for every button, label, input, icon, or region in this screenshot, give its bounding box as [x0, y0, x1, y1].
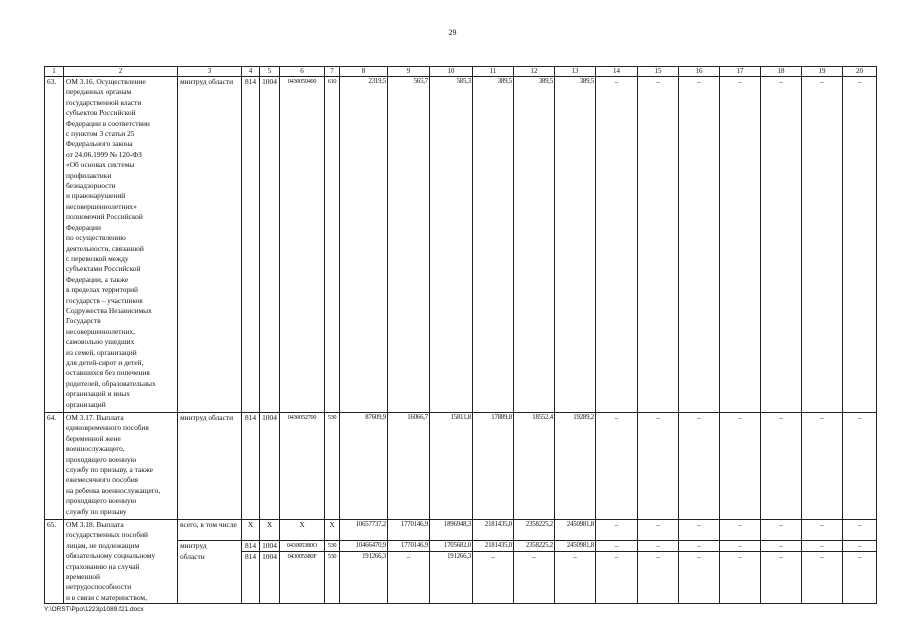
- dash-cell: –: [720, 552, 761, 604]
- title-line: нетрудоспособности: [66, 582, 132, 592]
- code-cell: 814: [242, 77, 260, 413]
- dash-cell: –: [843, 541, 877, 552]
- value-cell: 15811,8: [430, 413, 473, 520]
- code-cell: 530: [325, 552, 340, 604]
- dash-cell: –: [802, 552, 843, 604]
- header-cell: 13: [555, 67, 596, 77]
- title-line: от 24.06.1999 № 120-ФЗ: [66, 149, 142, 159]
- value-cell: 389,5: [473, 77, 514, 413]
- dash-cell: –: [679, 552, 720, 604]
- dash-cell: –: [843, 520, 877, 541]
- code-cell: 1004: [260, 413, 280, 520]
- value-cell: –: [555, 552, 596, 604]
- value-cell: 2450981,8: [555, 520, 596, 541]
- dash-cell: –: [679, 541, 720, 552]
- dash-cell: –: [596, 413, 638, 520]
- value-cell: 2181435,0: [473, 541, 514, 552]
- title-line: родителей, образовательных: [66, 378, 156, 388]
- code-cell: 530: [325, 541, 340, 552]
- executor-cell: минтруд области: [178, 413, 242, 520]
- header-cell: 19: [802, 67, 843, 77]
- code-cell: 814: [242, 413, 260, 520]
- title-line: Федерации: [66, 222, 101, 232]
- dash-cell: –: [720, 77, 761, 413]
- title-line: на ребенка военнослужащего,: [66, 485, 161, 495]
- title-line: Федерального закона: [66, 139, 133, 149]
- dash-cell: –: [802, 77, 843, 413]
- code-cell: 1004: [260, 541, 280, 552]
- header-row: [45, 67, 877, 77]
- dash-cell: –: [679, 520, 720, 541]
- header-cell: 14: [596, 67, 638, 77]
- title-line: организаций: [66, 399, 106, 409]
- dash-cell: –: [638, 541, 679, 552]
- executor-cell: области: [178, 552, 242, 604]
- title-line: лицам, не подлежащим: [66, 540, 140, 550]
- header-cell: 20: [843, 67, 877, 77]
- code-cell: 610: [325, 77, 340, 413]
- title-line: переданных органам: [66, 87, 132, 97]
- header-cell: 2: [64, 67, 178, 77]
- title-line: страхованию на случай: [66, 561, 140, 571]
- title-line: Федерации в соответствии: [66, 118, 150, 128]
- dash-cell: –: [638, 520, 679, 541]
- title-line: по осуществлению: [66, 233, 126, 243]
- title-line: и правонарушений: [66, 191, 126, 201]
- title-line: службу по призыву: [66, 506, 127, 516]
- dash-cell: –: [679, 413, 720, 520]
- row-title: [64, 77, 178, 413]
- dash-cell: –: [720, 520, 761, 541]
- title-line: безнадзорности: [66, 181, 116, 191]
- row-title: [64, 413, 178, 520]
- header-cell: 3: [178, 67, 242, 77]
- header-cell: 9: [388, 67, 430, 77]
- value-cell: 16066,7: [388, 413, 430, 520]
- budget-table: [44, 66, 877, 604]
- dash-cell: –: [761, 77, 802, 413]
- title-line: государственной власти: [66, 97, 142, 107]
- executor-cell: минтруд: [178, 541, 242, 552]
- title-line: для детей-сирот и детей,: [66, 357, 144, 367]
- dash-cell: –: [596, 552, 638, 604]
- code-cell: Х: [280, 520, 325, 541]
- dash-cell: –: [843, 552, 877, 604]
- header-cell: 8: [340, 67, 388, 77]
- value-cell: 2181435,0: [473, 520, 514, 541]
- value-cell: 389,5: [555, 77, 596, 413]
- title-line: и в связи с материнством,: [66, 592, 147, 602]
- dash-cell: –: [802, 413, 843, 520]
- value-cell: 191266,3: [340, 552, 388, 604]
- dash-cell: –: [761, 413, 802, 520]
- title-line: военнослужащего,: [66, 444, 125, 454]
- title-line: «Об основах системы: [66, 160, 135, 170]
- title-line: проходящего военную: [66, 496, 137, 506]
- dash-cell: –: [843, 413, 877, 520]
- value-cell: 10466470,9: [340, 541, 388, 552]
- code-cell: 043005380О: [280, 541, 325, 552]
- value-cell: 1770146,9: [388, 541, 430, 552]
- header-cell: 17: [720, 67, 761, 77]
- title-line: в пределах территорий: [66, 285, 139, 295]
- header-cell: 6: [280, 67, 325, 77]
- title-line: полномочий Российской: [66, 212, 143, 222]
- code-cell: 0430059400: [280, 77, 325, 413]
- header-cell: 5: [260, 67, 280, 77]
- dash-cell: –: [802, 520, 843, 541]
- dash-cell: –: [596, 77, 638, 413]
- title-line: временной: [66, 572, 100, 582]
- executor-cell: всего, в том числе: [178, 520, 242, 541]
- title-line: субъектов Российской: [66, 108, 136, 118]
- title-line: ОМ 3.16. Осуществление: [66, 77, 146, 86]
- dash-cell: –: [761, 520, 802, 541]
- title-line: Государств: [66, 316, 101, 326]
- title-line: ОМ 3.18. Выплата: [66, 520, 124, 529]
- value-cell: 87609,9: [340, 413, 388, 520]
- value-cell: 585,3: [430, 77, 473, 413]
- title-line: субъектами Российской: [66, 264, 141, 274]
- title-line: беременной жене: [66, 433, 121, 443]
- code-cell: Х: [325, 520, 340, 541]
- title-line: обязательному социальному: [66, 551, 156, 561]
- title-line: с пунктом 3 статьи 25: [66, 129, 135, 139]
- value-cell: –: [473, 552, 514, 604]
- row-number: 63.: [45, 77, 64, 413]
- title-line: государств – участников: [66, 295, 143, 305]
- code-cell: 043005380F: [280, 552, 325, 604]
- code-cell: Х: [242, 520, 260, 541]
- code-cell: Х: [260, 520, 280, 541]
- header-cell: 10: [430, 67, 473, 77]
- row-number: 64.: [45, 413, 64, 520]
- dash-cell: –: [596, 541, 638, 552]
- value-cell: 18552,4: [514, 413, 555, 520]
- title-line: ОМ 3.17. Выплата: [66, 413, 124, 422]
- row-title: [64, 520, 178, 604]
- dash-cell: –: [720, 541, 761, 552]
- dash-cell: –: [596, 520, 638, 541]
- value-cell: 1896948,3: [430, 520, 473, 541]
- code-cell: 814: [242, 552, 260, 604]
- dash-cell: –: [761, 552, 802, 604]
- header-cell: 18: [761, 67, 802, 77]
- value-cell: 19289,2: [555, 413, 596, 520]
- value-cell: 2358225,2: [514, 520, 555, 541]
- table-row: [45, 413, 877, 520]
- code-cell: 530: [325, 413, 340, 520]
- header-cell: 12: [514, 67, 555, 77]
- value-cell: 2358225,2: [514, 541, 555, 552]
- executor-cell: минтруд области: [178, 77, 242, 413]
- value-cell: –: [514, 552, 555, 604]
- value-cell: –: [388, 552, 430, 604]
- value-cell: 17889,8: [473, 413, 514, 520]
- title-line: организаций и иных: [66, 389, 130, 399]
- title-line: Федерации, а также: [66, 274, 129, 284]
- dash-cell: –: [638, 77, 679, 413]
- title-line: с перевозкой между: [66, 253, 129, 263]
- title-line: деятельности, связанной: [66, 243, 144, 253]
- dash-cell: –: [638, 413, 679, 520]
- title-line: несовершеннолетних»: [66, 201, 137, 211]
- dash-cell: –: [761, 541, 802, 552]
- title-line: из семей, организаций: [66, 347, 137, 357]
- header-cell: 7: [325, 67, 340, 77]
- dash-cell: –: [843, 77, 877, 413]
- value-cell: 389,5: [514, 77, 555, 413]
- dash-cell: –: [638, 552, 679, 604]
- title-line: несовершеннолетних,: [66, 326, 135, 336]
- value-cell: 2450981,8: [555, 541, 596, 552]
- table-row: [45, 520, 877, 541]
- title-line: государственных пособий: [66, 530, 149, 540]
- value-cell: 2319,5: [340, 77, 388, 413]
- code-cell: 1004: [260, 77, 280, 413]
- row-number: 65.: [45, 520, 64, 604]
- header-cell: 1: [45, 67, 64, 77]
- title-line: проходящего военную: [66, 454, 137, 464]
- value-cell: 1705682,0: [430, 541, 473, 552]
- code-cell: 0430052700: [280, 413, 325, 520]
- header-cell: 16: [679, 67, 720, 77]
- title-line: службу по призыву, а также: [66, 465, 154, 475]
- dash-cell: –: [679, 77, 720, 413]
- value-cell: 565,7: [388, 77, 430, 413]
- title-line: ежемесячного пособия: [66, 475, 139, 485]
- title-line: профилактики: [66, 170, 112, 180]
- value-cell: 191266,3: [430, 552, 473, 604]
- table-row: [45, 77, 877, 413]
- page-number: 29: [448, 28, 457, 37]
- title-line: оставшихся без попечения: [66, 368, 150, 378]
- header-cell: 4: [242, 67, 260, 77]
- title-line: Содружества Независимых: [66, 305, 152, 315]
- dash-cell: –: [720, 413, 761, 520]
- code-cell: 1004: [260, 552, 280, 604]
- title-line: самовольно ушедших: [66, 337, 135, 347]
- value-cell: 10657737,2: [340, 520, 388, 541]
- header-cell: 15: [638, 67, 679, 77]
- title-line: единовременного пособия: [66, 423, 149, 433]
- code-cell: 814: [242, 541, 260, 552]
- header-cell: 11: [473, 67, 514, 77]
- dash-cell: –: [802, 541, 843, 552]
- file-path-footer: Y:\ORST\Ppo\1223p1089.f21.docx: [44, 606, 144, 613]
- value-cell: 1770146,9: [388, 520, 430, 541]
